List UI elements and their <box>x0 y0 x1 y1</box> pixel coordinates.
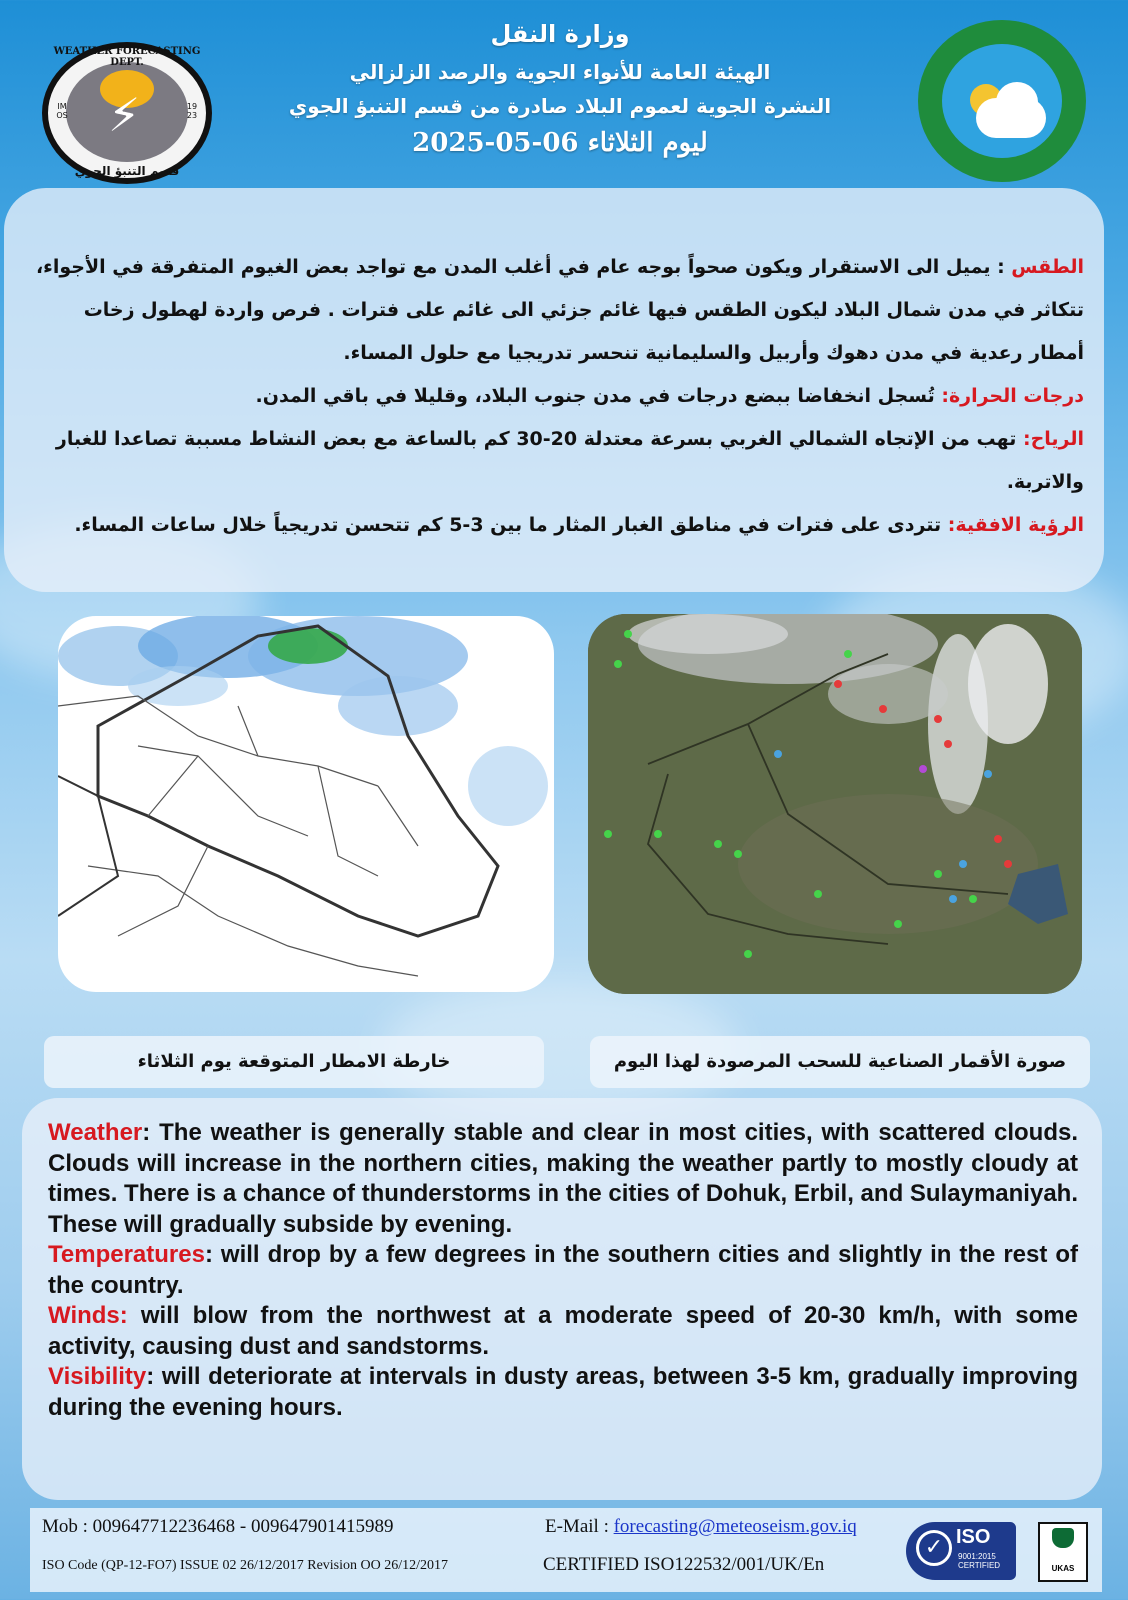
english-visibility-text: : will deteriorate at intervals in dusty areas, between 3-5 km, gradually improving during the evening hours. <box>48 1363 1078 1421</box>
arabic-wind-label: الرياح: <box>1022 428 1084 450</box>
iso-badge <box>906 1522 1016 1580</box>
email-label: E-Mail : <box>545 1516 614 1537</box>
arabic-visibility-paragraph <box>24 504 1084 547</box>
arabic-forecast-text <box>24 246 1084 547</box>
arabic-weather-text: : يميل الى الاستقرار ويكون صحواً بوجه عام في أغلب المدن مع تواجد بعض الغيوم المتفرقة في الأجواء، تتكاثر في مدن شمال البلاد ليكون الطقس فيها غائم جزئي الى غائم على فترات . فرص واردة لهطول زخات أمطار رعدية في مدن دهوك وأربيل والسليمانية تنحسر تدريجيا مع حلول المساء. <box>35 256 1084 364</box>
satellite-caption: صورة الأقمار الصناعية للسحب المرصودة لهذا اليوم <box>590 1036 1090 1088</box>
english-weather-paragraph <box>48 1118 1078 1240</box>
english-visibility-label: Visibility <box>48 1363 147 1390</box>
logo-sky <box>942 44 1062 158</box>
checkmark-icon: ✓ <box>916 1530 952 1566</box>
authority-title: الهيئة العامة للأنواء الجوية والرصد الزلزالي <box>349 60 771 84</box>
rain-map-caption: خارطة الامطار المتوقعة يوم الثلاثاء <box>44 1036 544 1088</box>
english-temperature-paragraph <box>48 1240 1078 1301</box>
iso-badge-title: ISO <box>956 1526 991 1548</box>
iso-certification: CERTIFIED ISO122532/001/UK/En <box>543 1554 825 1575</box>
iso-badge-subtitle: 9001:2015 CERTIFIED <box>958 1552 1001 1570</box>
ukas-label: UKAS <box>1051 1564 1075 1573</box>
logo-side-text-left: IM OS <box>56 102 68 120</box>
english-visibility-paragraph <box>48 1362 1078 1423</box>
arabic-visibility-label: الرؤية الافقية: <box>947 514 1084 536</box>
ministry-title: وزارة النقل <box>490 20 630 48</box>
bulletin-header <box>0 0 1128 190</box>
arabic-weather-paragraph <box>24 246 1084 375</box>
ukas-badge <box>1038 1522 1088 1582</box>
english-wind-text: will blow from the northwest at a moderate speed of 20-30 km/h, with some activity, causing dust and sandstorms. <box>48 1302 1078 1360</box>
logo-top-text: WEATHER FORECASTING DEPT. <box>53 46 201 68</box>
arabic-temperature-text: تُسجل انخفاضا ببضع درجات في مدن جنوب البلاد، وقليلا في باقي المدن. <box>255 385 942 407</box>
english-forecast-panel <box>22 1098 1102 1500</box>
email-line <box>545 1516 857 1538</box>
english-wind-label: Winds: <box>48 1302 128 1329</box>
crown-icon <box>1052 1528 1074 1548</box>
cloud-icon <box>976 98 1046 138</box>
bulletin-title: النشرة الجوية لعموم البلاد صادرة من قسم التنبؤ الجوي <box>288 94 832 118</box>
arabic-temperature-paragraph <box>24 375 1084 418</box>
forecasting-dept-logo <box>42 42 212 184</box>
arabic-wind-text: تهب من الإتجاه الشمالي الغربي بسرعة معتدلة 20-30 كم بالساعة مع بعض النشاط مسببة تصاعدا للغبار والاتربة. <box>55 428 1084 493</box>
english-temperature-text: : will drop by a few degrees in the southern cities and slightly in the rest of the country. <box>48 1241 1078 1299</box>
rain-forecast-map <box>58 616 554 992</box>
logo-side-text-right: 19 23 <box>186 102 198 120</box>
english-weather-label: Weather <box>48 1119 143 1146</box>
arabic-weather-label: الطقس <box>1011 256 1084 278</box>
contact-footer <box>30 1508 1102 1592</box>
arabic-visibility-text: تتردى على فترات في مناطق الغبار المثار ما بين 3-5 كم تتحسن تدريجياً خلال ساعات المساء. <box>74 514 948 536</box>
arabic-forecast-panel <box>4 188 1104 592</box>
rain-map-graphic <box>58 616 554 992</box>
bulletin-date: ليوم الثلاثاء 06-05-2025 <box>412 128 708 158</box>
satellite-graphic <box>588 614 1082 994</box>
english-wind-paragraph <box>48 1301 1078 1362</box>
english-temperature-label: Temperatures <box>48 1241 205 1268</box>
english-weather-text: : The weather is generally stable and clear in most cities, with scattered clouds. Clouds will increase in the northern cities, making the weather partly to mostly cloudy at times. There is a chance of thunderstorms in the cities of Dohuk, Erbil, and Sulaymaniyah. These will gradually subside by evening. <box>48 1119 1078 1238</box>
english-forecast-text <box>48 1118 1078 1423</box>
arabic-temperature-label: درجات الحرارة: <box>941 385 1084 407</box>
meteorological-org-logo <box>918 20 1086 182</box>
iso-code-line: ISO Code (QP-12-FO7) ISSUE 02 26/12/2017 Revision OO 26/12/2017 <box>42 1558 449 1573</box>
email-link[interactable]: forecasting@meteoseism.gov.iq <box>613 1516 857 1537</box>
satellite-image <box>588 614 1082 994</box>
mobile-numbers: Mob : 009647712236468 - 009647901415989 <box>42 1516 394 1537</box>
logo-bottom-text: قسم التنبؤ الجوي <box>74 164 180 178</box>
arabic-wind-paragraph <box>24 418 1084 504</box>
lightning-icon: ⚡ <box>108 88 141 142</box>
